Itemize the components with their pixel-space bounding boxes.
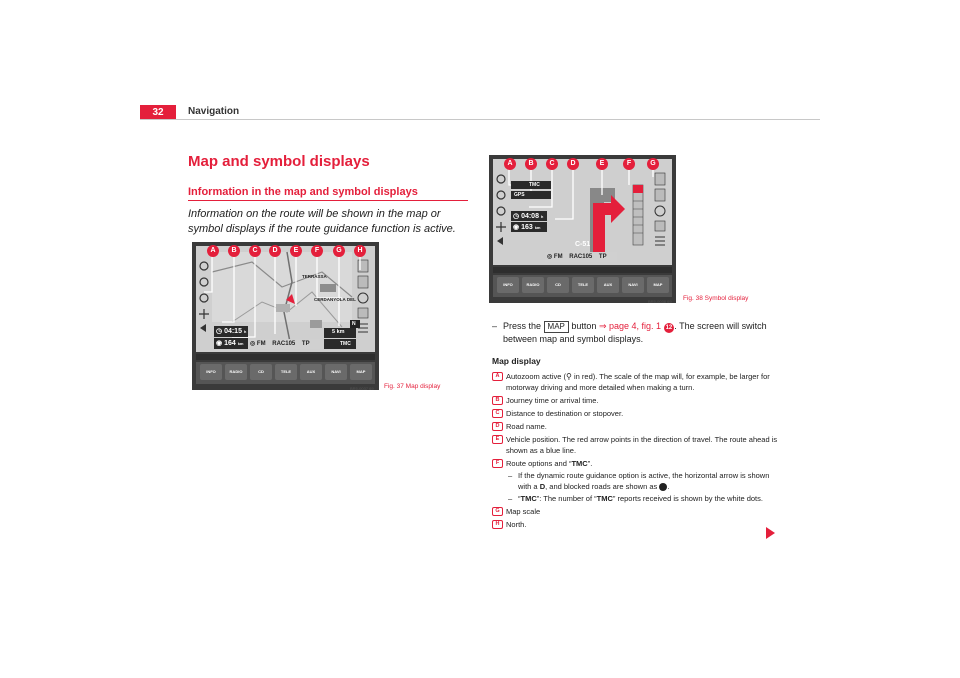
flag-icon: ◉: [513, 224, 522, 231]
sub-list-item: [506, 470, 782, 492]
distance-value: 163: [521, 224, 533, 231]
journey-time: [216, 327, 246, 335]
journey-time-value: 04:08: [521, 213, 539, 220]
callout-h: H: [354, 245, 366, 257]
radio-station: [250, 340, 310, 347]
tmc-indicator: TMC: [529, 182, 540, 188]
sub-2-open-quote: “: [518, 494, 521, 503]
hw-button-cd: CD: [250, 364, 272, 380]
sub-1-text-before: If the dynamic route guidance option is active, the horizontal arrow is shown with a: [518, 471, 770, 491]
callout-f: F: [311, 245, 323, 257]
map-scale: 5 km: [332, 329, 345, 335]
list-item: [492, 458, 782, 504]
journey-time-unit: h: [243, 329, 247, 334]
item-c-text: Distance to destination or stopover.: [506, 409, 624, 418]
map-button-label: MAP: [544, 321, 569, 333]
distance-unit: km: [237, 341, 244, 346]
hw-button-tele: TELE: [572, 277, 594, 293]
callout-e: E: [596, 158, 608, 170]
sub-dash: –: [508, 494, 513, 503]
legend-tag-c: C: [492, 409, 503, 418]
flag-icon: ◉: [216, 340, 225, 347]
legend-tag-d: D: [492, 422, 503, 431]
figure37-callouts: [192, 245, 379, 259]
list-item: [492, 421, 782, 432]
road-name: C-51: [575, 241, 591, 248]
hw-button-map: MAP: [350, 364, 372, 380]
section-title: Navigation: [188, 106, 240, 117]
map-town-2: CERDANYOLA DEL: [314, 297, 356, 302]
figure-map-display: [192, 242, 379, 390]
figure-symbol-display: [489, 155, 676, 303]
hw-button-cd: CD: [547, 277, 569, 293]
hw-button-radio: RADIO: [522, 277, 544, 293]
hw-button-radio: RADIO: [225, 364, 247, 380]
callout-b: B: [525, 158, 537, 170]
clock-icon: ◷: [216, 328, 225, 335]
item-a-text-after: in red). The scale of the map will, for example, be larger for motorway driving and more detailed when making a turn.: [506, 372, 770, 392]
item-d-text: Road name.: [506, 422, 547, 431]
figure38-callouts: [489, 158, 676, 172]
sub-heading-rule: [188, 200, 468, 201]
map-town-1: TERRASSA: [302, 274, 327, 279]
sub-2-text-after: ” reports received is shown by the white dots.: [612, 494, 763, 503]
clock-icon: ◷: [513, 213, 522, 220]
sub-heading: Information in the map and symbol displays: [188, 186, 418, 198]
hw-button-navi: NAVI: [622, 277, 644, 293]
radio-station: [547, 253, 607, 260]
callout-g: G: [647, 158, 659, 170]
page-number: 32: [140, 105, 176, 120]
distance: [513, 223, 540, 231]
step-press-map: [492, 320, 782, 346]
callout-a: A: [504, 158, 516, 170]
hw-button-aux: AUX: [597, 277, 619, 293]
step-dash: –: [492, 321, 498, 331]
sub-list-item: [506, 493, 782, 504]
control-number-badge: 12: [665, 325, 673, 331]
figure38-buttons: [497, 277, 669, 293]
list-item: [492, 395, 782, 406]
list-item: [492, 371, 782, 393]
list-item: [492, 434, 782, 456]
hw-button-navi: NAVI: [325, 364, 347, 380]
callout-e: E: [290, 245, 302, 257]
item-f-text-bold: TMC: [571, 459, 588, 468]
item-f-text-after: ”.: [587, 459, 593, 468]
figure37-buttons: [200, 364, 372, 380]
list-item: [492, 506, 782, 517]
figure37-code: BR5-0037 69: [350, 386, 374, 391]
list-item: [492, 408, 782, 419]
step-text-before: Press the: [503, 321, 542, 331]
sub-1-text-after: , and blocked roads are shown as: [545, 482, 660, 491]
magnifier-icon: ⚲: [566, 372, 572, 381]
radio-icon: ◎: [547, 254, 554, 260]
journey-time-unit: h: [540, 214, 544, 219]
callout-b: B: [228, 245, 240, 257]
distance: [216, 339, 243, 347]
figure38-code: BR5-0038 69: [648, 299, 672, 304]
legend-tag-b: B: [492, 396, 503, 405]
legend-tag-a: A: [492, 372, 503, 381]
hw-button-info: INFO: [200, 364, 222, 380]
item-f-text-before: Route options and “: [506, 459, 572, 468]
callout-d: D: [567, 158, 579, 170]
distance-unit: km: [534, 225, 541, 230]
step-text-middle: button: [571, 321, 597, 331]
hw-button-tele: TELE: [275, 364, 297, 380]
north-indicator: N: [352, 321, 356, 327]
tmc-indicator: TMC: [340, 341, 351, 347]
sub-dash: –: [508, 471, 513, 480]
item-a-text-before: Autozoom active (: [506, 372, 567, 381]
sub-2-text-mid: ”: The number of “: [536, 494, 597, 503]
legend-tag-g: G: [492, 507, 503, 516]
step-body: [492, 320, 782, 346]
journey-time-value: 04:15: [224, 328, 242, 335]
gps-indicator: GPS: [514, 192, 525, 198]
item-g-text: Map scale: [506, 507, 541, 516]
list-item: [492, 519, 782, 530]
item-b-text: Journey time or arrival time.: [506, 396, 599, 405]
header-divider: [140, 119, 820, 120]
figure37-caption: Fig. 37 Map display: [384, 383, 441, 390]
continue-arrow-icon: [766, 527, 775, 539]
legend-tag-e: E: [492, 435, 503, 444]
sub-2-text-bold: TMC: [520, 494, 537, 503]
radio-icon: ◎: [250, 341, 257, 347]
legend-tag-h: H: [492, 520, 503, 529]
callout-g: G: [333, 245, 345, 257]
item-e-text: Vehicle position. The red arrow points in the direction of travel. The route ahead is shown as a blue line.: [506, 435, 778, 455]
hw-button-map: MAP: [647, 277, 669, 293]
callout-d: D: [269, 245, 281, 257]
sub-1-text-end: .: [667, 482, 670, 491]
callout-f: F: [623, 158, 635, 170]
main-heading: Map and symbol displays: [188, 153, 370, 170]
station-text: FM RAC105 TP: [256, 341, 310, 347]
intro-text: Information on the route will be shown in the map or symbol displays if the route guidance function is active.: [188, 208, 456, 235]
page-reference-link[interactable]: ⇒ page 4, fig. 1: [598, 321, 662, 331]
hw-button-info: INFO: [497, 277, 519, 293]
journey-time: [513, 212, 543, 220]
callout-c: C: [546, 158, 558, 170]
legend-list: [492, 371, 782, 532]
map-display-heading: Map display: [492, 356, 541, 366]
hw-button-aux: AUX: [300, 364, 322, 380]
legend-tag-f: F: [492, 459, 503, 468]
step-text-after: . The screen will switch between map and symbol displays.: [503, 321, 767, 344]
callout-c: C: [249, 245, 261, 257]
figure38-caption: Fig. 38 Symbol display: [683, 295, 749, 302]
distance-value: 164: [224, 340, 236, 347]
station-text: FM RAC105 TP: [553, 254, 607, 260]
callout-a: A: [207, 245, 219, 257]
sub-1-text-bold: D: [539, 482, 546, 491]
sub-2-text-bold-2: TMC: [596, 494, 613, 503]
item-h-text: North.: [506, 520, 527, 529]
